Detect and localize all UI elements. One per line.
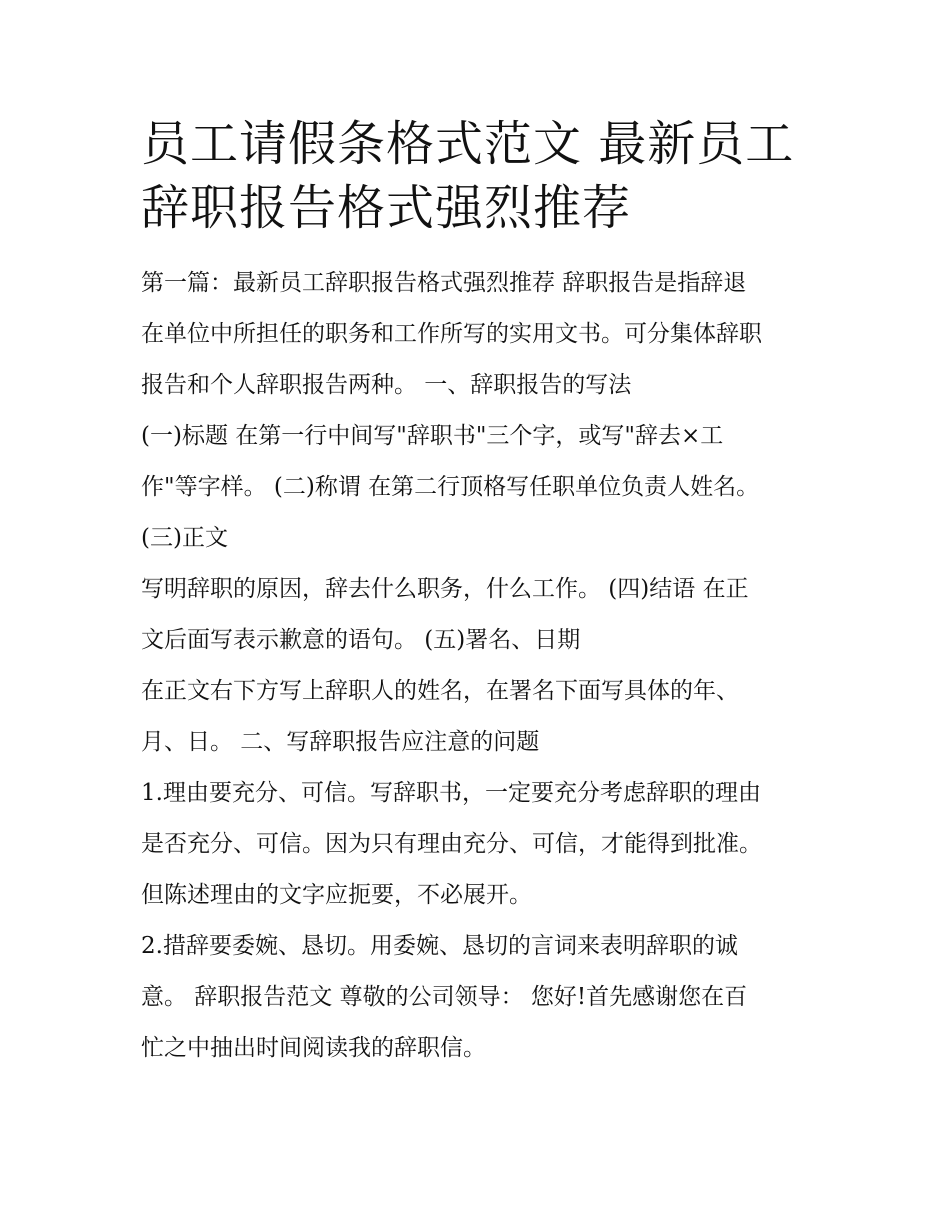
body-line: 报告和个人辞职报告两种。 一、辞职报告的写法	[141, 372, 632, 398]
body-line: 在正文右下方写上辞职人的姓名，在署名下面写具体的年、	[141, 678, 739, 704]
body-line: 月、日。 二、写辞职报告应注意的问题	[141, 729, 540, 755]
body-line: 文后面写表示歉意的语句。 (五)署名、日期	[141, 627, 581, 653]
body-line: (一)标题 在第一行中间写"辞职书"三个字，或写"辞去×工	[141, 423, 724, 449]
body-line: 忙之中抽出时间阅读我的辞职信。	[141, 1035, 486, 1061]
body-line: 2.措辞要委婉、恳切。用委婉、恳切的言词来表明辞职的诚	[141, 933, 738, 959]
body-line: 第一篇：最新员工辞职报告格式强烈推荐 辞职报告是指辞退	[141, 270, 747, 296]
title-line: 辞职报告格式强烈推荐	[141, 180, 632, 236]
body-line: 意。 辞职报告范文 尊敬的公司领导： 您好!首先感谢您在百	[141, 984, 748, 1010]
document-title	[141, 112, 821, 240]
body-line: 是否充分、可信。因为只有理由充分、可信，才能得到批准。	[141, 831, 762, 857]
title-line: 员工请假条格式范文 最新员工	[141, 116, 795, 172]
document-content	[141, 112, 821, 1074]
body-line: 但陈述理由的文字应扼要，不必展开。	[141, 882, 532, 908]
body-line: (三)正文	[141, 525, 228, 551]
body-line: 在单位中所担任的职务和工作所写的实用文书。可分集体辞职	[141, 321, 762, 347]
body-line: 写明辞职的原因，辞去什么职务，什么工作。 (四)结语 在正	[141, 576, 749, 602]
document-body	[141, 258, 821, 1074]
body-line: 作"等字样。 (二)称谓 在第二行顶格写任职单位负责人姓名。	[141, 474, 760, 500]
body-line: 1.理由要充分、可信。写辞职书，一定要充分考虑辞职的理由	[141, 780, 761, 806]
